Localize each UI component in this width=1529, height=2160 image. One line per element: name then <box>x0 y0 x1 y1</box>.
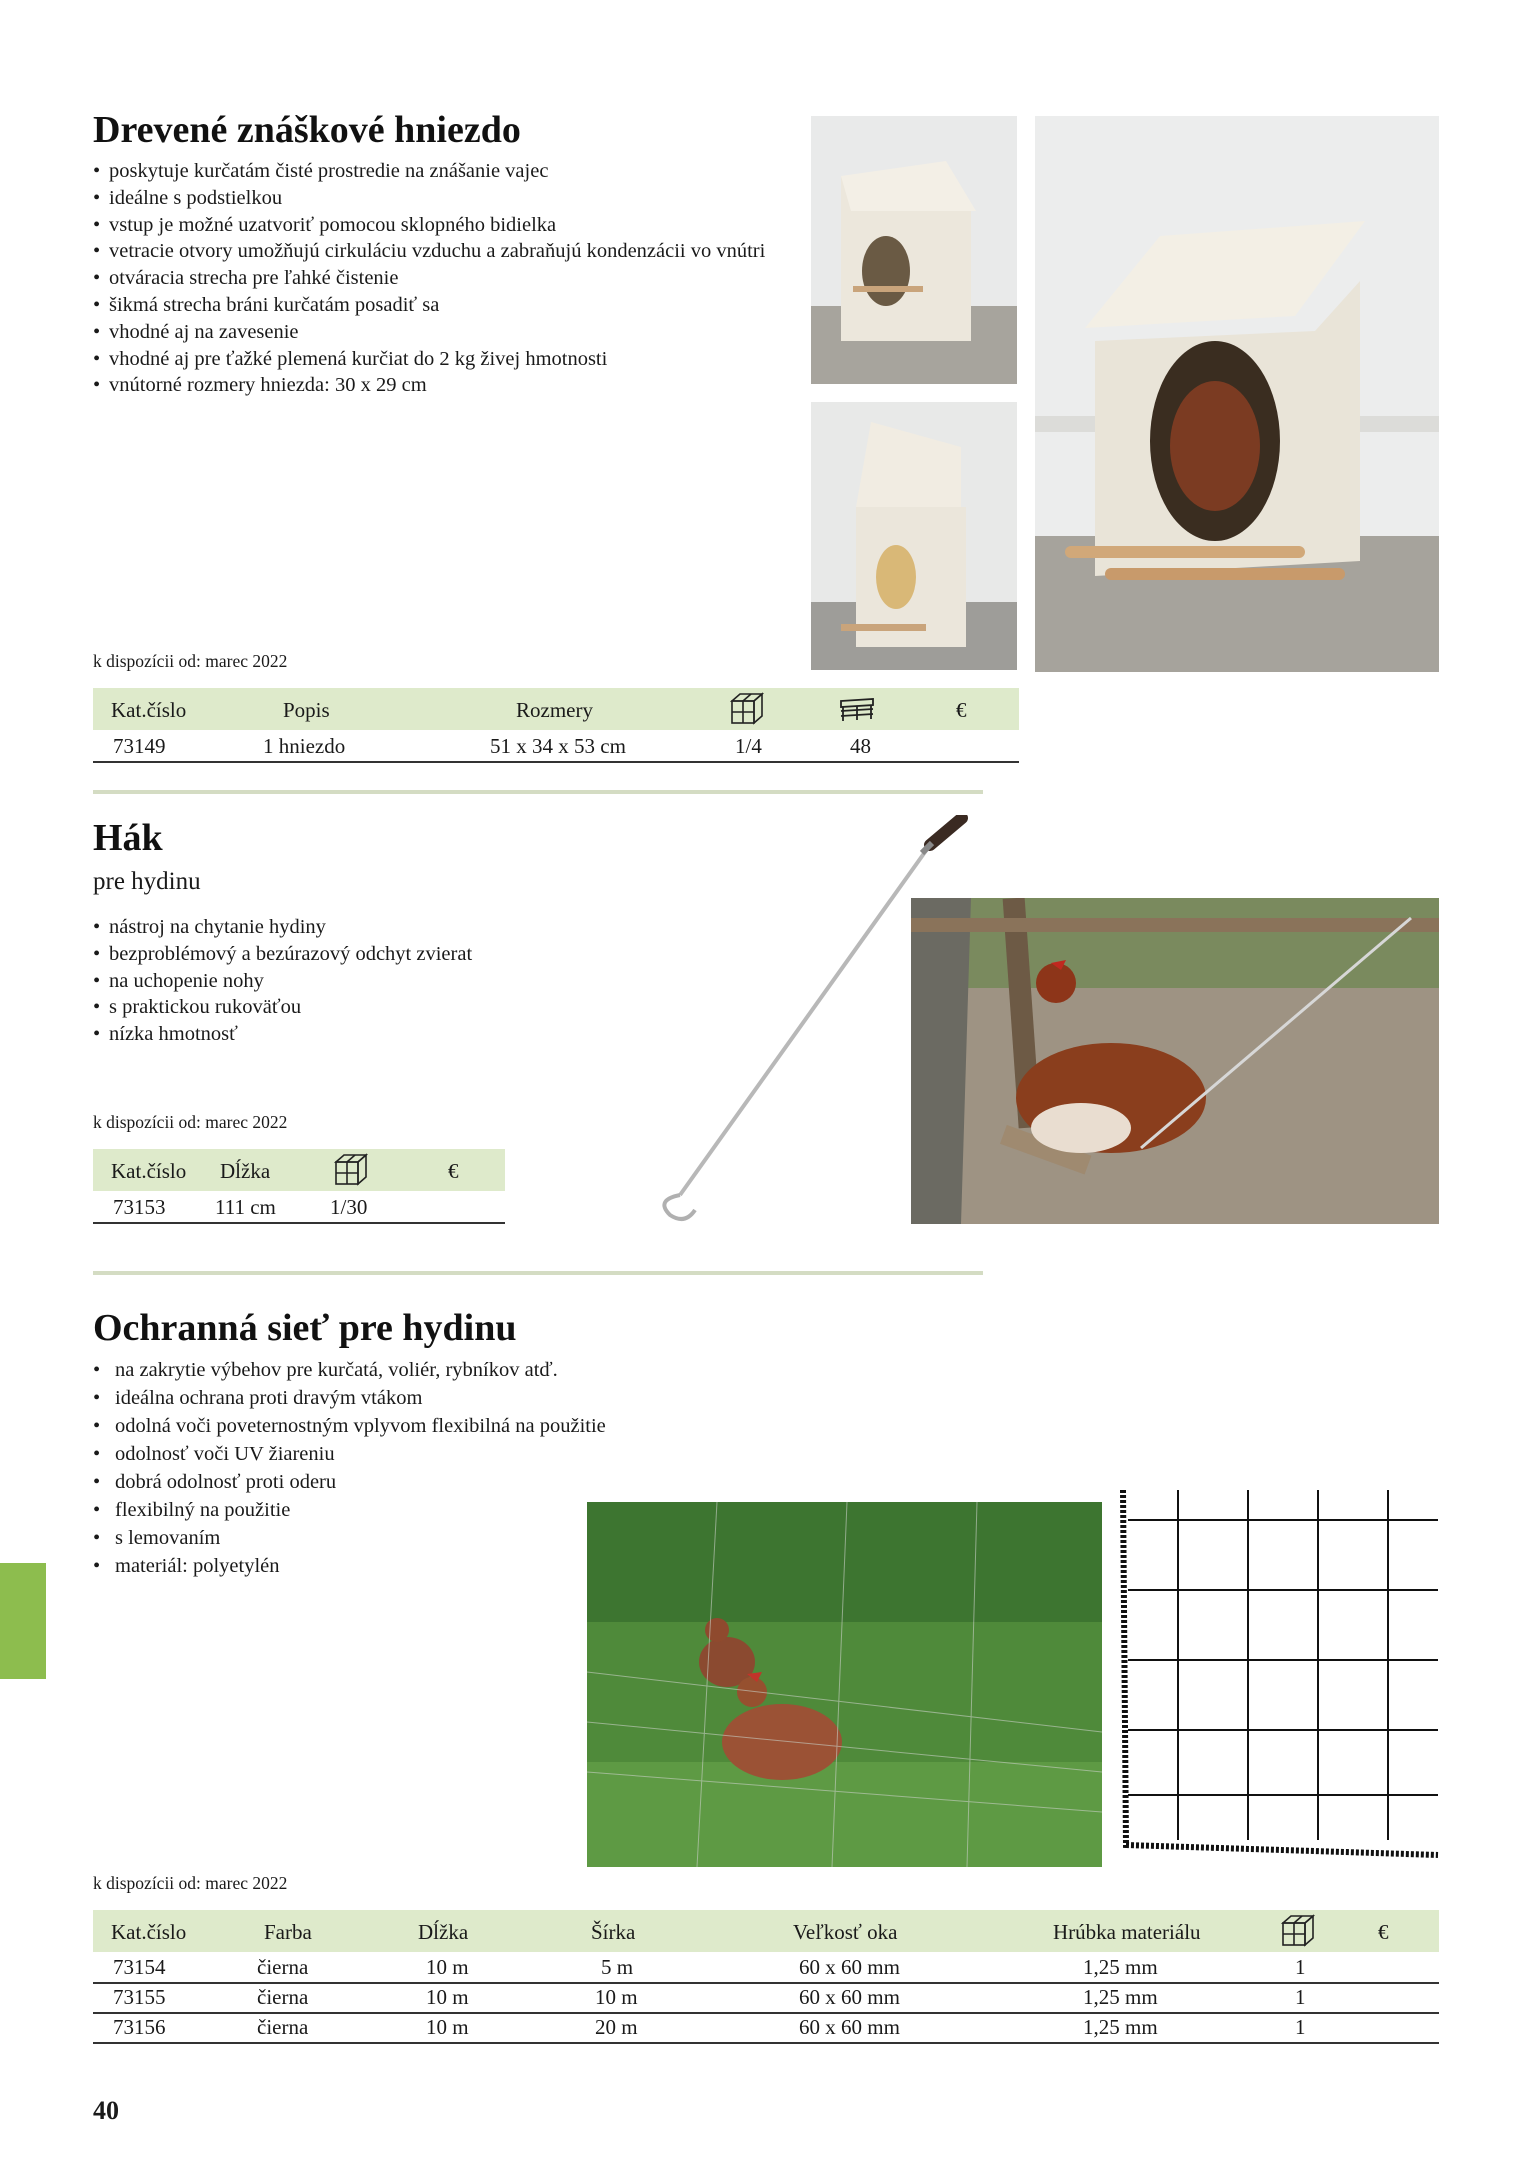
net-photo-chickens <box>587 1502 1102 1867</box>
list-item: • nízka hmotnosť <box>93 1021 613 1048</box>
net-mesh-image <box>1118 1490 1443 1866</box>
table-row: 73154 čierna 10 m 5 m 60 x 60 mm 1,25 mm 1 <box>113 1955 1306 1979</box>
column-header: Popis <box>283 698 330 722</box>
nest-photo-small-open <box>811 402 1017 670</box>
column-header: Farba <box>264 1920 312 1944</box>
nest-photo-small-closed <box>811 116 1017 384</box>
column-header: Kat.číslo <box>111 1920 187 1944</box>
nest-table-header <box>93 688 1019 730</box>
chapter-side-tab <box>0 1563 46 1679</box>
table-row: 73155 čierna 10 m 10 m 60 x 60 mm 1,25 mm 1 <box>113 1985 1306 2009</box>
nest-feature-list <box>93 158 783 399</box>
hook-feature-list <box>93 914 613 1048</box>
box-icon <box>729 691 765 727</box>
pallet-icon <box>837 697 877 723</box>
list-item: • s lemovaním <box>93 1524 733 1552</box>
column-header: € <box>956 698 967 722</box>
list-item: • s praktickou rukoväťou <box>93 994 613 1021</box>
box-icon <box>333 1152 369 1188</box>
nest-title: Drevené znáškové hniezdo <box>93 109 521 151</box>
list-item: • odolná voči poveternostným vplyvom flexibilná na použitie <box>93 1412 733 1440</box>
net-availability: k dispozícii od: marec 2022 <box>93 1873 288 1893</box>
list-item: • vhodné aj pre ťažké plemená kurčiat do 2 kg živej hmotnosti <box>93 346 783 373</box>
list-item: • ideálna ochrana proti dravým vtákom <box>93 1384 733 1412</box>
column-header: Dĺžka <box>418 1920 469 1944</box>
nest-photo-large <box>1035 116 1439 672</box>
nest-availability: k dispozícii od: marec 2022 <box>93 651 288 671</box>
hook-availability: k dispozícii od: marec 2022 <box>93 1112 288 1132</box>
list-item: • dobrá odolnosť proti oderu <box>93 1468 733 1496</box>
list-item: • flexibilný na použitie <box>93 1496 733 1524</box>
table-row-divider <box>93 761 1019 763</box>
list-item: • ideálne s podstielkou <box>93 185 783 212</box>
table-row-divider <box>93 1222 505 1224</box>
list-item: • vnútorné rozmery hniezda: 30 x 29 cm <box>93 372 783 399</box>
table-row: 73149 1 hniezdo 51 x 34 x 53 cm 1/4 48 <box>113 734 871 758</box>
column-header: Šírka <box>591 1920 636 1944</box>
section-divider <box>93 790 983 794</box>
list-item: • šikmá strecha bráni kurčatám posadiť sa <box>93 292 783 319</box>
net-table-header <box>93 1910 1439 1952</box>
list-item: • odolnosť voči UV žiareniu <box>93 1440 733 1468</box>
hook-subtitle: pre hydinu <box>93 868 201 895</box>
column-header: Rozmery <box>516 698 593 722</box>
hook-title: Hák <box>93 817 163 859</box>
list-item: • vstup je možné uzatvoriť pomocou sklopného bidielka <box>93 212 783 239</box>
table-row-divider <box>93 2042 1439 2044</box>
column-header: Kat.číslo <box>111 698 187 722</box>
table-row: 73153 111 cm 1/30 <box>113 1195 368 1219</box>
list-item: • otváracia strecha pre ľahké čistenie <box>93 265 783 292</box>
list-item: • poskytuje kurčatám čisté prostredie na znášanie vajec <box>93 158 783 185</box>
list-item: • na uchopenie nohy <box>93 968 613 995</box>
list-item: • nástroj na chytanie hydiny <box>93 914 613 941</box>
list-item: • vetracie otvory umožňujú cirkuláciu vzduchu a zabraňujú kondenzácii vo vnútri <box>93 238 783 265</box>
hook-photo-chicken <box>911 898 1439 1224</box>
list-item: • vhodné aj na zavesenie <box>93 319 783 346</box>
column-header: Hrúbka materiálu <box>1053 1920 1201 1944</box>
net-title: Ochranná sieť pre hydinu <box>93 1307 517 1349</box>
column-header: Veľkosť oka <box>793 1920 898 1944</box>
section-divider <box>93 1271 983 1275</box>
box-icon <box>1280 1913 1316 1949</box>
column-header: € <box>1378 1920 1389 1944</box>
column-header: € <box>448 1159 459 1183</box>
column-header: Kat.číslo <box>111 1159 187 1183</box>
column-header: Dĺžka <box>220 1159 271 1183</box>
list-item: • materiál: polyetylén <box>93 1552 733 1580</box>
page-number: 40 <box>93 2096 119 2125</box>
list-item: • na zakrytie výbehov pre kurčatá, voliér, rybníkov atď. <box>93 1356 733 1384</box>
list-item: • bezproblémový a bezúrazový odchyt zvierat <box>93 941 613 968</box>
hook-table-header <box>93 1149 505 1191</box>
table-row: 73156 čierna 10 m 20 m 60 x 60 mm 1,25 mm 1 <box>113 2015 1306 2039</box>
